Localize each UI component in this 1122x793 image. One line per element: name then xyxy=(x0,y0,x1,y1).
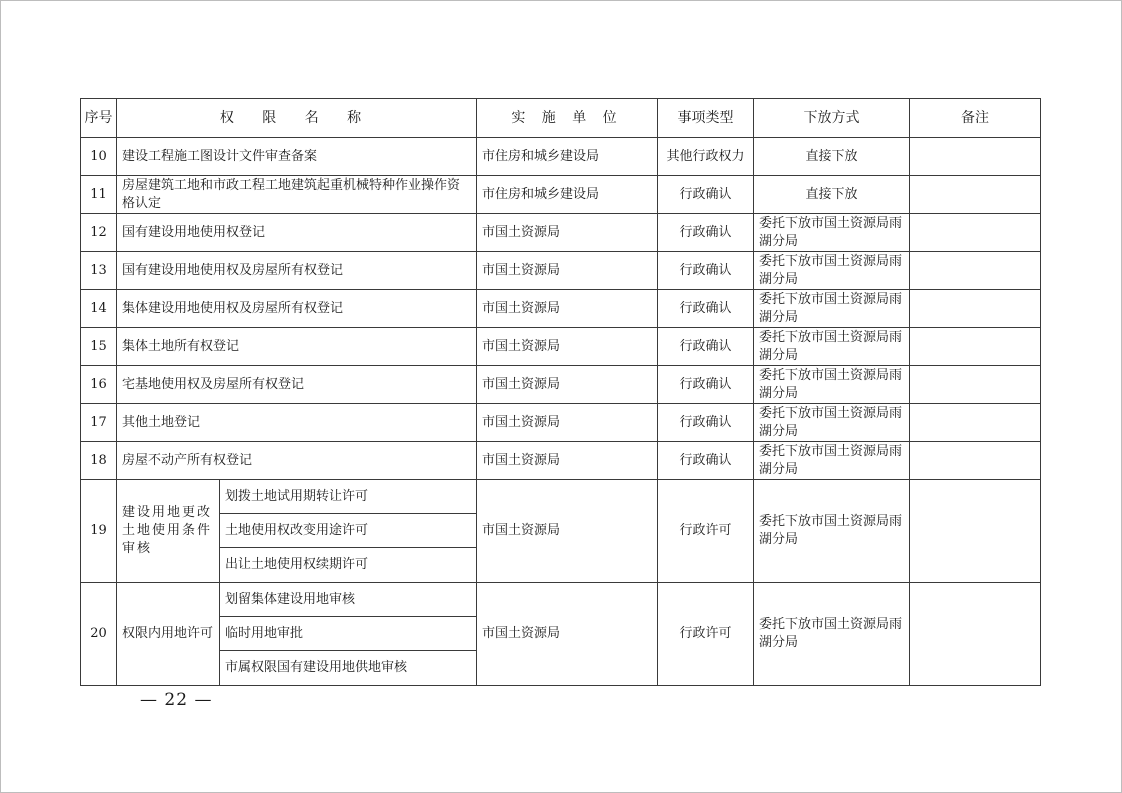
row-name: 其他土地登记 xyxy=(117,404,477,442)
row-note xyxy=(910,404,1041,442)
row-unit: 市住房和城乡建设局 xyxy=(477,176,658,214)
row-type: 行政许可 xyxy=(658,480,754,583)
row-note xyxy=(910,328,1041,366)
row-name: 房屋不动产所有权登记 xyxy=(117,442,477,480)
row-method: 委托下放市国土资源局雨湖分局 xyxy=(754,366,910,404)
row-note xyxy=(910,176,1041,214)
row-name: 宅基地使用权及房屋所有权登记 xyxy=(117,366,477,404)
table-row xyxy=(81,176,1041,214)
table-row xyxy=(81,328,1041,366)
row-type: 行政确认 xyxy=(658,328,754,366)
row-method: 委托下放市国土资源局雨湖分局 xyxy=(754,214,910,252)
row-method: 委托下放市国土资源局雨湖分局 xyxy=(754,480,910,583)
row-name: 房屋建筑工地和市政工程工地建筑起重机械特种作业操作资格认定 xyxy=(117,176,477,214)
row-no: 13 xyxy=(81,252,117,290)
header-seq: 序号 xyxy=(81,99,117,138)
row-unit: 市国土资源局 xyxy=(477,404,658,442)
row-type: 其他行政权力 xyxy=(658,138,754,176)
page-number: — 22 — xyxy=(140,690,213,710)
row-name: 建设工程施工图设计文件审查备案 xyxy=(117,138,477,176)
row-type: 行政确认 xyxy=(658,442,754,480)
row-parent-name: 权限内用地许可 xyxy=(117,583,220,686)
row-sub-name: 出让土地使用权续期许可 xyxy=(220,548,477,583)
row-method: 委托下放市国土资源局雨湖分局 xyxy=(754,442,910,480)
authority-table xyxy=(80,98,1041,686)
table-header-row xyxy=(81,99,1041,138)
row-no: 15 xyxy=(81,328,117,366)
table-row xyxy=(81,214,1041,252)
row-note xyxy=(910,138,1041,176)
row-type: 行政确认 xyxy=(658,214,754,252)
row-sub-name: 临时用地审批 xyxy=(220,617,477,651)
row-type: 行政确认 xyxy=(658,176,754,214)
row-unit: 市国土资源局 xyxy=(477,328,658,366)
header-type: 事项类型 xyxy=(658,99,754,138)
row-note xyxy=(910,290,1041,328)
row-note xyxy=(910,480,1041,583)
table-row xyxy=(81,252,1041,290)
row-name: 集体建设用地使用权及房屋所有权登记 xyxy=(117,290,477,328)
row-unit: 市国土资源局 xyxy=(477,366,658,404)
row-unit: 市国土资源局 xyxy=(477,214,658,252)
row-method: 委托下放市国土资源局雨湖分局 xyxy=(754,252,910,290)
row-method: 委托下放市国土资源局雨湖分局 xyxy=(754,404,910,442)
row-method: 委托下放市国土资源局雨湖分局 xyxy=(754,583,910,686)
table-row-group-19 xyxy=(81,480,1041,514)
row-sub-name: 市属权限国有建设用地供地审核 xyxy=(220,651,477,686)
row-type: 行政确认 xyxy=(658,366,754,404)
table-row xyxy=(81,138,1041,176)
row-name: 国有建设用地使用权及房屋所有权登记 xyxy=(117,252,477,290)
row-no: 11 xyxy=(81,176,117,214)
row-unit: 市住房和城乡建设局 xyxy=(477,138,658,176)
row-no: 14 xyxy=(81,290,117,328)
row-type: 行政许可 xyxy=(658,583,754,686)
table-row xyxy=(81,290,1041,328)
row-no: 16 xyxy=(81,366,117,404)
row-no: 19 xyxy=(81,480,117,583)
row-no: 12 xyxy=(81,214,117,252)
row-unit: 市国土资源局 xyxy=(477,252,658,290)
row-sub-name: 土地使用权改变用途许可 xyxy=(220,514,477,548)
row-name: 集体土地所有权登记 xyxy=(117,328,477,366)
table-row xyxy=(81,442,1041,480)
row-note xyxy=(910,366,1041,404)
row-method: 委托下放市国土资源局雨湖分局 xyxy=(754,290,910,328)
header-note: 备注 xyxy=(910,99,1041,138)
row-type: 行政确认 xyxy=(658,252,754,290)
row-unit: 市国土资源局 xyxy=(477,480,658,583)
row-no: 10 xyxy=(81,138,117,176)
row-method: 委托下放市国土资源局雨湖分局 xyxy=(754,328,910,366)
row-sub-name: 划留集体建设用地审核 xyxy=(220,583,477,617)
row-no: 20 xyxy=(81,583,117,686)
row-type: 行政确认 xyxy=(658,404,754,442)
table-row xyxy=(81,404,1041,442)
row-parent-name: 建设用地更改土地使用条件审核 xyxy=(117,480,220,583)
row-note xyxy=(910,214,1041,252)
header-method: 下放方式 xyxy=(754,99,910,138)
table-row-group-20 xyxy=(81,583,1041,617)
row-method: 直接下放 xyxy=(754,176,910,214)
row-type: 行政确认 xyxy=(658,290,754,328)
row-note xyxy=(910,583,1041,686)
row-unit: 市国土资源局 xyxy=(477,583,658,686)
row-unit: 市国土资源局 xyxy=(477,442,658,480)
row-method: 直接下放 xyxy=(754,138,910,176)
row-no: 17 xyxy=(81,404,117,442)
row-note xyxy=(910,252,1041,290)
row-no: 18 xyxy=(81,442,117,480)
row-name: 国有建设用地使用权登记 xyxy=(117,214,477,252)
row-note xyxy=(910,442,1041,480)
row-sub-name: 划拨土地试用期转让许可 xyxy=(220,480,477,514)
row-unit: 市国土资源局 xyxy=(477,290,658,328)
header-unit: 实 施 单 位 xyxy=(477,99,658,138)
table-row xyxy=(81,366,1041,404)
header-name: 权 限 名 称 xyxy=(117,99,477,138)
